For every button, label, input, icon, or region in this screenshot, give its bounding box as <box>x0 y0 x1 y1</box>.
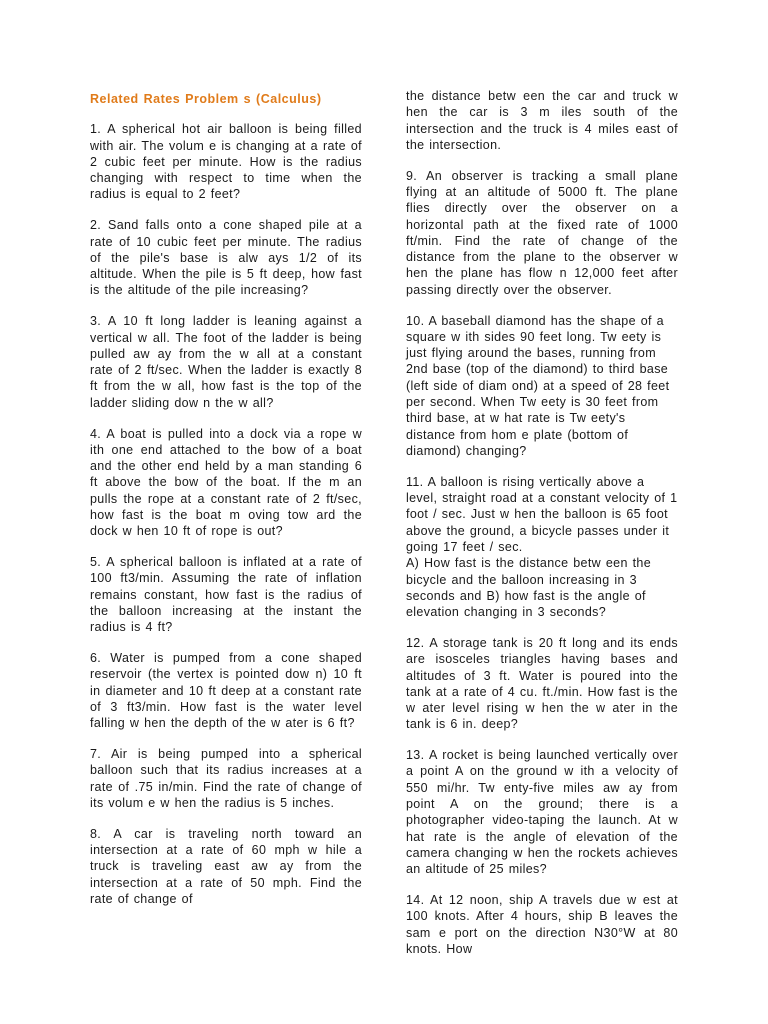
problem-7: 7. Air is being pumped into a spherical balloon such that its radius increases at a rate of .75 in/min. Find the rate of change of its volum e w hen the radius is 5 inches. <box>90 747 362 810</box>
problem-8: 8. A car is traveling north toward an intersection at a rate of 60 mph w hile a truck is traveling east aw ay from the intersection at a rate of 50 mph. Find the rate of change of <box>90 826 362 906</box>
problem-3: 3. A 10 ft long ladder is leaning against a vertical w all. The foot of the ladder is being pulled aw ay from the w all at a constant rate of 2 ft/sec. When the ladder is exactly 8 ft from the w all, how fast is the top of the ladder sliding dow n the w all? <box>90 314 362 410</box>
problem-14: 14. At 12 noon, ship A travels due w est at 100 knots. After 4 hours, ship B leaves the sam e port on the direction N30°W at 80 knots. How <box>406 893 678 956</box>
problem-13: 13. A rocket is being launched vertically over a point A on the ground w ith a velocity of 550 mi/hr. Tw enty-five miles aw ay from point A on the ground; there is a photographer video-taping the launch. At w hat rate is the angle of elevation of the camera changing w hen the rockets achieves an altitude of 25 miles? <box>406 748 678 877</box>
problem-4: 4. A boat is pulled into a dock via a rope w ith one end attached to the bow of a boat and the other end held by a man standing 6 ft above the bow of the boat. If the m an pulls the rope at a constant rate of 2 ft/sec, how fast is the boat m oving tow ard the dock w hen 10 ft of rope is out? <box>90 426 362 539</box>
problem-6: 6. Water is pumped from a cone shaped reservoir (the vertex is pointed dow n) 10 ft in diameter and 10 ft deep at a constant rate of 3 ft3/min. How fast is the water level falling w hen the depth of the w ater is 6 ft? <box>90 651 362 731</box>
problem-9: 9. An observer is tracking a small plane flying at an altitude of 5000 ft. The plane flies directly over the observer on a horizontal path at the fixed rate of 1000 ft/min. Find the rate of change of the distance from the plane to the observer w hen the plane has flow n 12,000 feet after passing directly over the observer. <box>406 168 678 297</box>
document-title: Related Rates Problem s (Calculus) <box>90 92 322 106</box>
problem-10: 10. A baseball diamond has the shape of a square w ith sides 90 feet long. Tw eety is just flying around the bases, running from 2nd base (top of the diamond) to third base (left side of diam ond) at a speed of 28 feet per second. When Tw eety is 30 feet from third base, at w hat rate is Tw eety's distance from hom e plate (bottom of diamond) changing? <box>406 313 670 458</box>
left-column <box>90 88 362 922</box>
problem-11: 11. A balloon is rising vertically above a level, straight road at a constant velocity of 1 foot / sec. Just w hen the balloon is 65 foot above the ground, a bicycle passes under it going 17 feet / sec. <box>406 474 678 554</box>
problem-11-parts: A) How fast is the distance betw een the bicycle and the balloon increasing in 3 seconds and B) how fast is the angle of elevation changing in 3 seconds? <box>406 556 652 620</box>
problem-2: 2. Sand falls onto a cone shaped pile at a rate of 10 cubic feet per minute. The radius of the pile's base is alw ays 1/2 of its altitude. When the pile is 5 ft deep, how fast is the altitude of the pile increasing? <box>90 218 362 298</box>
problem-5: 5. A spherical balloon is inflated at a rate of 100 ft3/min. Assuming the rate of inflation remains constant, how fast is the radius of the balloon increasing at the instant the radius is 4 ft? <box>90 555 362 635</box>
right-column <box>406 88 678 972</box>
problem-8-continued: the distance betw een the car and truck w hen the car is 3 m iles south of the intersection and the truck is 4 miles east of the intersection. <box>406 89 678 152</box>
problem-12: 12. A storage tank is 20 ft long and its ends are isosceles triangles having bases and altitudes of 3 ft. Water is poured into the tank at a rate of 4 cu. ft./min. How fast is the w ater level rising w hen the w ater in the tank is 6 in. deep? <box>406 635 678 732</box>
problem-1: 1. A spherical hot air balloon is being filled with air. The volum e is changing at a rate of 2 cubic feet per minute. How is the radius changing with respect to time when the radius is equal to 2 feet? <box>90 122 362 202</box>
